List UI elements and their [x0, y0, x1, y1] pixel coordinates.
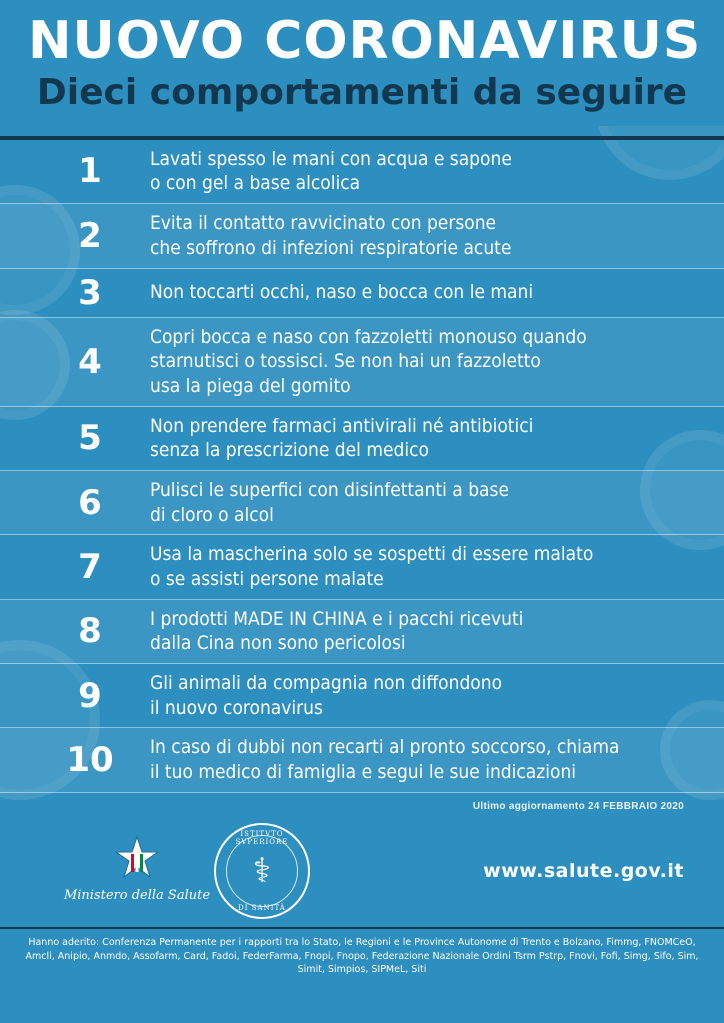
- list-item-line: di cloro o alcol: [150, 503, 274, 526]
- list-item-line: Copri bocca e naso con fazzoletti monouso quando: [150, 325, 587, 348]
- poster-footer: [0, 812, 724, 927]
- website-link[interactable]: www.salute.gov.it: [483, 860, 684, 883]
- list-item: [0, 407, 724, 471]
- list-item: [0, 204, 724, 268]
- list-item-text: [150, 478, 684, 527]
- emblem-svg: [111, 834, 163, 884]
- list-item-line: Usa la mascherina solo se sospetti di essere malato: [150, 543, 594, 566]
- last-update-note: Ultimo aggiornamento 24 FEBBRAIO 2020: [472, 800, 684, 812]
- list-item-line: dalla Cina non sono pericolosi: [150, 632, 406, 655]
- list-item: [0, 269, 724, 318]
- list-item: [0, 140, 724, 204]
- list-item-line: Lavati spesso le mani con acqua e sapone: [150, 147, 512, 170]
- behaviour-list: [0, 140, 724, 793]
- list-item-number: 4: [78, 341, 102, 382]
- ministry-emblem-icon: [63, 832, 211, 910]
- list-item-text: [150, 414, 684, 463]
- iss-bottom-text: DI SANITÀ: [238, 904, 286, 913]
- iss-top-text: ISTITVTO SVPERIORE: [235, 830, 289, 847]
- list-item-line: In caso di dubbi non recarti al pronto soccorso, chiama: [150, 736, 620, 759]
- list-item-number: 3: [78, 272, 102, 313]
- list-item: [0, 664, 724, 728]
- list-item: [0, 600, 724, 664]
- list-item: [0, 471, 724, 535]
- list-item-line: I prodotti MADE IN CHINA e i pacchi ricevuti: [150, 607, 524, 630]
- list-item: [0, 728, 724, 792]
- list-item-number: 9: [78, 675, 102, 716]
- list-item-line: senza la prescrizione del medico: [150, 439, 429, 462]
- list-item-text: [150, 325, 684, 399]
- list-item-number: 2: [78, 215, 102, 256]
- poster-header: [0, 0, 724, 126]
- list-item-text: [150, 671, 684, 720]
- list-item-text: [150, 211, 684, 260]
- header-divider: [0, 136, 724, 140]
- list-item-number: 8: [78, 611, 102, 652]
- list-item-line: Gli animali da compagnia non diffondono: [150, 672, 503, 695]
- list-item-line: o con gel a base alcolica: [150, 172, 361, 195]
- list-item-text: [150, 542, 684, 591]
- list-item-text: [150, 735, 684, 784]
- list-item-text: [150, 280, 684, 305]
- list-item-text: [150, 147, 684, 196]
- logo-group: [63, 823, 310, 919]
- list-item-line: Non toccarti occhi, naso e bocca con le mani: [150, 281, 534, 304]
- adherents-note: Hanno aderito: Conferenza Permanente per i rapporti tra lo Stato, le Regioni e le Province Autonome di Trento e Bolzano, Fimmg, FNOMCeO, Amcli, Anipio, Anmdo, Assofarm, Card, Fadoi, FederFarma, Fnopi, Fnopo, Federazione Nazionale Ordini Tsrm Pstrp, Fnovi, Fofi, Simg, Sifo, Sim, Simit, Simpios, SIPMeL, Siti: [0, 927, 724, 987]
- page-title: NUOVO CORONAVIRUS: [28, 11, 702, 71]
- list-item-text: [150, 607, 684, 656]
- list-item-line: il tuo medico di famiglia e segui le sue indicazioni: [150, 761, 577, 784]
- list-item-line: starnutisci o tossisci. Se non hai un fazzoletto: [150, 350, 541, 373]
- asclepius-snake-icon: ⚕: [252, 852, 272, 891]
- iss-logo-icon: [214, 823, 310, 919]
- list-item-number: 5: [78, 418, 102, 459]
- page-subtitle: Dieci comportamenti da seguire: [36, 71, 688, 113]
- list-item-number: 10: [66, 740, 114, 781]
- list-item-number: 6: [78, 482, 102, 523]
- ministry-label: Ministero della Salute: [63, 888, 211, 904]
- list-item-line: Evita il contatto ravvicinato con persone: [150, 212, 497, 235]
- list-item-line: che soffrono di infezioni respiratorie acute: [150, 236, 512, 259]
- republic-star-icon: [111, 834, 163, 884]
- list-item-line: Non prendere farmaci antivirali né antibiotici: [150, 414, 534, 437]
- list-item: [0, 535, 724, 599]
- list-item-number: 7: [78, 547, 102, 588]
- list-item-line: il nuovo coronavirus: [150, 696, 323, 719]
- list-item-line: o se assisti persone malate: [150, 568, 384, 591]
- list-item-number: 1: [78, 151, 102, 192]
- list-item-line: usa la piega del gomito: [150, 374, 351, 397]
- list-item-line: Pulisci le superfici con disinfettanti a base: [150, 478, 509, 501]
- list-item: [0, 318, 724, 407]
